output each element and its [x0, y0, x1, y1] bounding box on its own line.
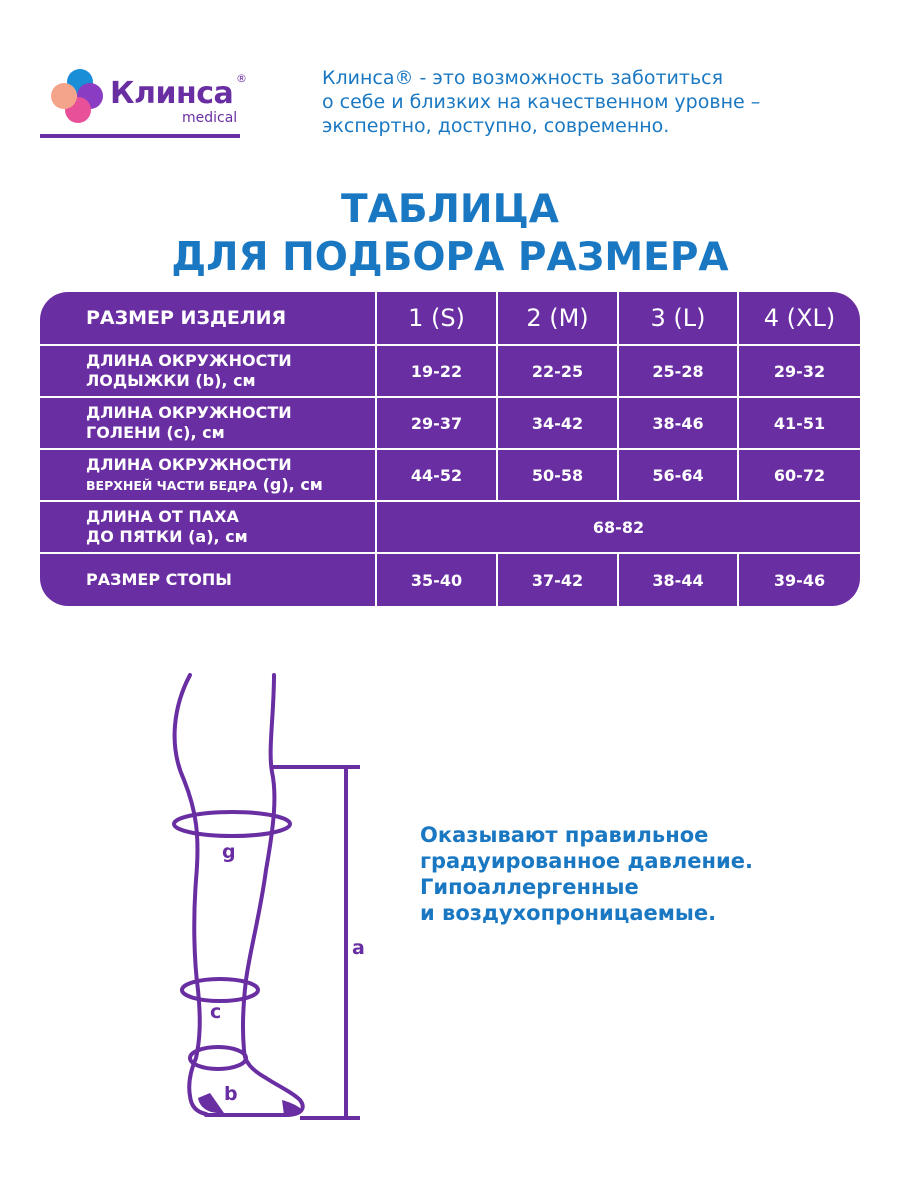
slogan-line: Клинса® - это возможность заботиться — [322, 67, 724, 89]
row-label-foot: РАЗМЕР СТОПЫ — [86, 570, 232, 589]
table-cell: 56-64 — [652, 465, 704, 485]
label-g: g — [222, 841, 236, 863]
table-cell: 22-25 — [531, 361, 584, 381]
size-header: 1 (S) — [408, 304, 465, 332]
product-benefits — [420, 822, 753, 926]
size-header: 4 (XL) — [763, 304, 836, 332]
logo-flower-icon — [44, 64, 108, 128]
row-label-line — [86, 475, 323, 496]
table-cell: 38-44 — [652, 570, 704, 590]
size-table — [40, 292, 860, 606]
slogan-line: экспертно, доступно, современно. — [322, 115, 670, 137]
row-label-shin — [40, 398, 375, 448]
table-cell: 34-42 — [531, 413, 584, 433]
title-line: ДЛЯ ПОДБОРА РАЗМЕРА — [171, 235, 729, 280]
table-cell: 50-58 — [531, 465, 584, 485]
size-header: 3 (L) — [650, 304, 706, 332]
label-b: b — [224, 1083, 238, 1105]
label-a: a — [352, 937, 365, 959]
table-cell: 19-22 — [410, 361, 463, 381]
table-cell: 60-72 — [773, 465, 826, 485]
benefit-line: градуированное давление. — [420, 849, 753, 873]
title-line: ТАБЛИЦА — [341, 187, 559, 232]
logo-underline — [40, 134, 240, 138]
brand-slogan — [322, 66, 882, 138]
table-cell: 37-42 — [531, 570, 584, 590]
logo-registered-mark: ® — [236, 72, 247, 85]
row-label-line: ЛОДЫЖКИ (b), см — [86, 371, 256, 390]
slogan-line: о себе и близких на качественном уровне – — [322, 91, 761, 113]
table-cell: 39-46 — [773, 570, 826, 590]
brand-logo — [44, 62, 254, 142]
row-label-thigh — [40, 450, 375, 500]
row-label-line: ДО ПЯТКИ (а), см — [86, 527, 248, 546]
table-cell-merged: 68-82 — [592, 517, 645, 537]
ring-ankle — [190, 1047, 246, 1069]
row-label-line: ДЛИНА ОКРУЖНОСТИ — [86, 403, 292, 422]
row-label-suffix: (g), см — [257, 474, 323, 494]
table-cell: 29-37 — [410, 413, 463, 433]
table-cell: 29-32 — [773, 361, 826, 381]
label-c: c — [210, 1001, 222, 1023]
benefit-line: и воздухопроницаемые. — [420, 901, 717, 925]
table-cell: 35-40 — [410, 570, 463, 590]
page-title — [0, 186, 900, 282]
logo-subtitle: medical — [182, 110, 238, 126]
benefit-line: Оказывают правильное — [420, 823, 709, 847]
row-label-line: ДЛИНА ОКРУЖНОСТИ — [86, 351, 292, 370]
logo-wordmark: Клинса — [110, 76, 234, 111]
table-cell: 38-46 — [652, 413, 704, 433]
table-cell: 25-28 — [652, 361, 704, 381]
size-header: 2 (M) — [526, 304, 589, 332]
row-label-ankle — [40, 346, 375, 396]
row-label-length — [40, 502, 375, 552]
row-label-line: ГОЛЕНИ (c), см — [86, 423, 225, 442]
row-label-line: ДЛИНА ОТ ПАХА — [86, 507, 239, 526]
table-header-label: РАЗМЕР ИЗДЕЛИЯ — [86, 307, 287, 329]
table-cell: 44-52 — [410, 465, 463, 485]
leg-measurement-diagram — [160, 660, 420, 1140]
benefit-line: Гипоаллергенные — [420, 875, 639, 899]
leg-outline-icon — [160, 660, 420, 1140]
row-label-line: ДЛИНА ОКРУЖНОСТИ — [86, 454, 292, 474]
row-label-small: ВЕРХНЕЙ ЧАСТИ БЕДРА — [86, 477, 258, 493]
table-cell: 41-51 — [773, 413, 826, 433]
